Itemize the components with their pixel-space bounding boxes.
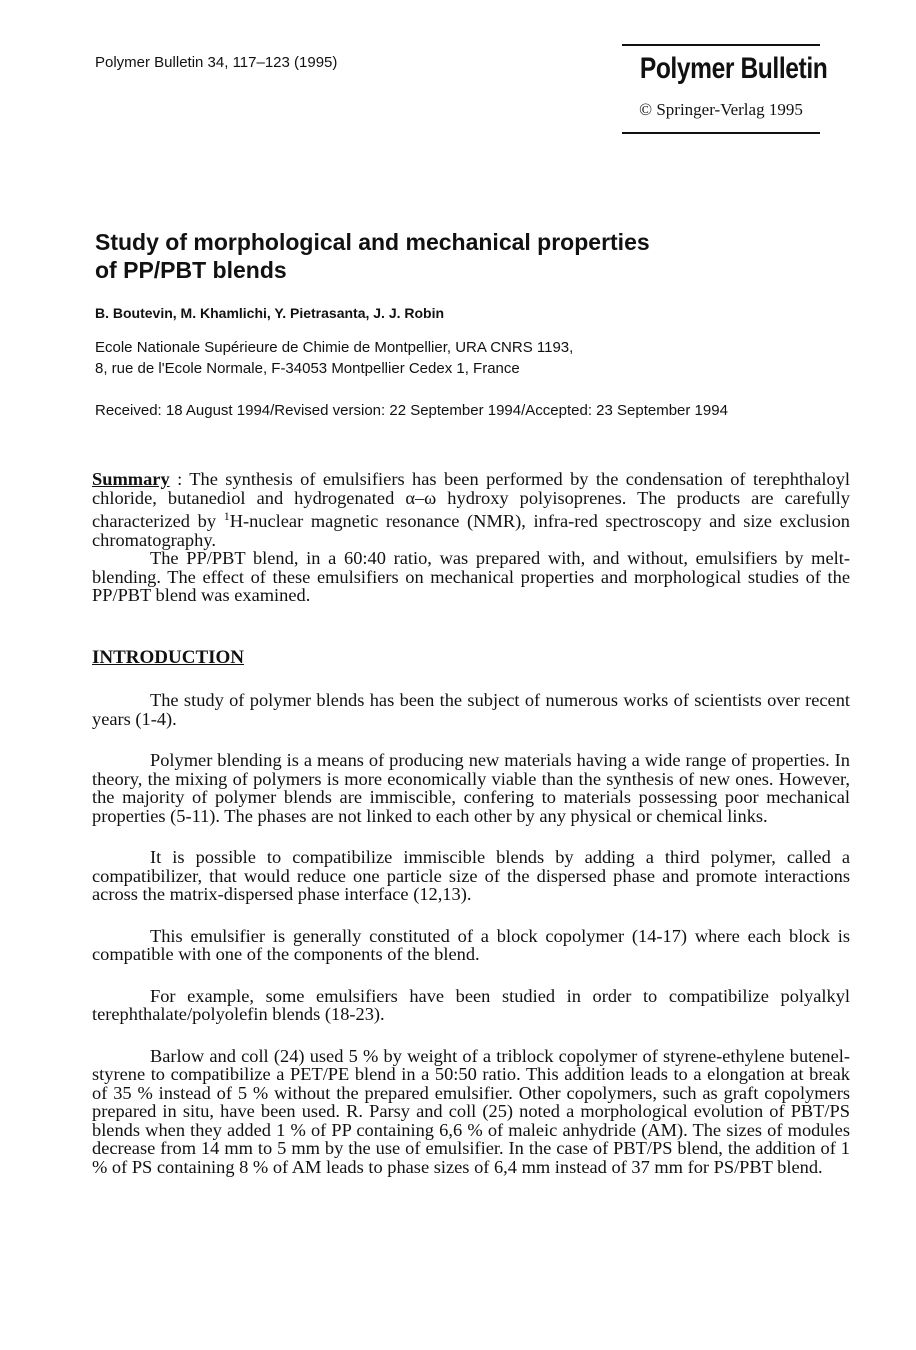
intro-paragraph-3: It is possible to compatibilize immiscible blends by adding a third polymer, called a compatibilizer, that would reduce one particle size of the dispersed phase and promote interactions across the matrix-dispersed phase interface (12,13). [92, 847, 850, 905]
journal-citation: Polymer Bulletin 34, 117–123 (1995) [95, 54, 338, 71]
submission-dates: Received: 18 August 1994/Revised version: 22 September 1994/Accepted: 23 September 1994 [95, 402, 728, 419]
article-title-line-1: Study of morphological and mechanical properties [95, 229, 650, 255]
intro-paragraph-4: This emulsifier is generally constituted of a block copolymer (14-17) where each block is compatible with one of the components of the blend. [92, 925, 850, 965]
summary-paragraph [92, 470, 850, 549]
journal-title: Polymer Bulletin [639, 52, 828, 85]
journal-masthead [622, 44, 828, 134]
masthead-bottom-rule [622, 132, 820, 134]
article-body [92, 470, 850, 1176]
intro-paragraph-5: For example, some emulsifiers have been studied in order to compatibilize polyalkyl terephthalate/polyolefin blends (18-23). [92, 985, 850, 1025]
article-title-line-2: of PP/PBT blends [95, 257, 287, 283]
affiliation [95, 337, 573, 379]
summary-section [92, 470, 850, 605]
intro-paragraph-1: The study of polymer blends has been the subject of numerous works of scientists over recent years (1-4). [92, 690, 850, 729]
affiliation-line-2: 8, rue de l'Ecole Normale, F-34053 Montpellier Cedex 1, France [95, 360, 520, 377]
summary-text-part-1: The synthesis of emulsifiers has been performed by the condensation of terephthaloyl chloride, butanediol and hydrogenated α–ω hydroxy polyisoprenes. The products are carefully characterized by [92, 469, 850, 532]
introduction-heading: INTRODUCTION [92, 646, 245, 668]
nmr-superscript: 1 [223, 509, 230, 523]
article-title [95, 228, 815, 284]
summary-paragraph-2: The PP/PBT blend, in a 60:40 ratio, was prepared with, and without, emulsifiers by melt-blending. The effect of these emulsifiers on mechanical properties and morphological studies of the PP/PBT blend was examined. [92, 548, 850, 606]
copyright-notice: © Springer-Verlag 1995 [639, 100, 803, 119]
masthead-top-rule [622, 44, 820, 46]
author-list: B. Boutevin, M. Khamlichi, Y. Pietrasanta, J. J. Robin [95, 305, 445, 321]
intro-paragraph-2: Polymer blending is a means of producing new materials having a wide range of properties. In theory, the mixing of polymers is more economically viable than the synthesis of new ones. However, the majority of polymer blends are immiscible, confering to materials possessing poor mechanical properties (5-11). The phases are not linked to each other by any physical or chemical links. [92, 750, 850, 826]
affiliation-line-1: Ecole Nationale Supérieure de Chimie de Montpellier, URA CNRS 1193, [95, 339, 574, 356]
summary-separator: : [169, 469, 190, 489]
summary-text-part-2: H-nuclear magnetic resonance (NMR), infra-red spectroscopy and size exclusion chromatography. [92, 511, 850, 550]
summary-label: Summary [92, 469, 170, 489]
intro-paragraph-6: Barlow and coll (24) used 5 % by weight of a triblock copolymer of styrene-ethylene butenel-styrene to compatibilize a PET/PE blend in a 50:50 ratio. This addition leads to a elongation at break of 35 % instead of 5 % without the prepared emulsifier. Other copolymers, such as graft copolymers prepared in situ, have been used. R. Parsy and coll (25) noted a morphological evolution of PBT/PS blends when they added 1 % of PP containing 6,6 % of maleic anhydride (AM). The sizes of modules decrease from 14 mm to 5 mm by the use of emulsifier. In the case of PBT/PS blend, the addition of 1 % of PS containing 8 % of AM leads to phase sizes of 6,4 mm instead of 37 mm for PS/PBT blend. [92, 1045, 850, 1177]
